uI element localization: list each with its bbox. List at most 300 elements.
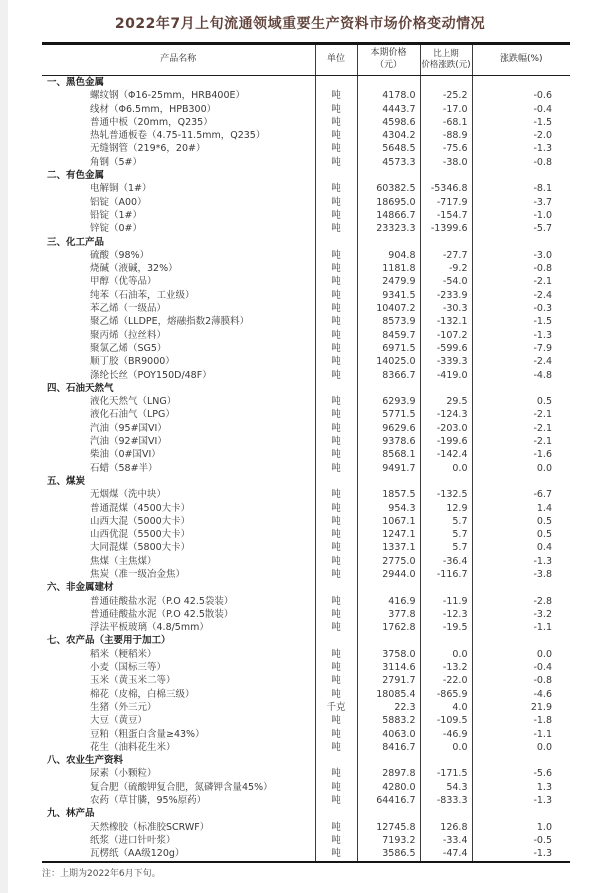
pct-cell: 1.4	[536, 502, 552, 514]
product-name: 生猪（外三元）	[42, 701, 315, 714]
pct-cell: -1.3	[533, 848, 552, 860]
change-cell	[420, 382, 472, 395]
product-name: 聚氯乙烯（SG5）	[42, 342, 315, 355]
pct-cell: -3.0	[533, 249, 552, 261]
change-cell: -13.2	[420, 661, 472, 674]
section-title: 六、非金属建材	[42, 581, 315, 594]
table-row	[42, 355, 570, 368]
pct-cell: -3.7	[533, 196, 552, 208]
price-cell: 4573.3	[357, 156, 420, 169]
price-cell: 1247.1	[357, 528, 420, 541]
product-name: 无烟煤（洗中块）	[42, 488, 315, 501]
change-cell: -132.5	[420, 488, 472, 501]
change-cell: -5346.8	[420, 182, 472, 195]
unit-cell: 千克	[315, 701, 357, 714]
change-cell: -30.3	[420, 302, 472, 315]
price-cell: 5771.5	[357, 408, 420, 421]
change-cell: -54.0	[420, 275, 472, 288]
unit-cell: 吨	[315, 408, 357, 421]
change-cell: -1399.6	[420, 222, 472, 235]
unit-cell: 吨	[315, 369, 357, 382]
product-name: 汽油（92#国VI）	[42, 435, 315, 448]
product-name: 棉花（皮棉，白棉三级）	[42, 688, 315, 701]
change-cell: 29.5	[420, 395, 472, 408]
price-cell: 14025.0	[357, 355, 420, 368]
table-row	[42, 515, 570, 528]
unit-cell	[315, 754, 357, 767]
pct-cell: -1.5	[533, 316, 552, 328]
change-cell: -171.5	[420, 767, 472, 780]
product-name: 天然橡胶（标准胶SCRWF）	[42, 821, 315, 834]
unit-cell: 吨	[315, 834, 357, 847]
pct-cell	[472, 475, 570, 488]
section-title: 二、有色金属	[42, 169, 315, 182]
unit-cell: 吨	[315, 249, 357, 262]
pct-cell: -0.4	[533, 103, 552, 115]
table-row	[42, 834, 570, 847]
table-row	[42, 674, 570, 687]
section-title: 三、化工产品	[42, 236, 315, 249]
product-name: 花生（油料花生米）	[42, 741, 315, 754]
unit-cell	[315, 634, 357, 647]
price-cell: 377.8	[357, 608, 420, 621]
table-row	[42, 142, 570, 155]
price-cell: 4063.0	[357, 728, 420, 741]
pct-cell: -0.6	[533, 90, 552, 102]
unit-cell: 吨	[315, 182, 357, 195]
price-cell	[357, 76, 420, 90]
pct-cell	[472, 236, 570, 249]
change-cell: -717.9	[420, 196, 472, 209]
price-cell	[357, 581, 420, 594]
product-name: 豆粕（粗蛋白含量≥43%）	[42, 728, 315, 741]
unit-cell: 吨	[315, 355, 357, 368]
price-cell: 64416.7	[357, 794, 420, 807]
table-row	[42, 302, 570, 315]
product-name: 线材（Φ6.5mm，HPB300）	[42, 103, 315, 116]
section-row	[42, 382, 570, 395]
price-cell: 3758.0	[357, 648, 420, 661]
price-cell: 1857.5	[357, 488, 420, 501]
price-cell: 8459.7	[357, 329, 420, 342]
product-name: 普通硅酸盐水泥（P.O 42.5散装）	[42, 608, 315, 621]
pct-cell: 0.5	[536, 515, 552, 527]
table-row	[42, 821, 570, 834]
unit-cell	[315, 382, 357, 395]
unit-cell: 吨	[315, 674, 357, 687]
pct-cell: -6.7	[533, 489, 552, 501]
price-cell: 4443.7	[357, 103, 420, 116]
change-cell: -116.7	[420, 568, 472, 581]
table-row	[42, 103, 570, 116]
pct-cell: -2.1	[533, 276, 552, 288]
price-cell: 2791.7	[357, 674, 420, 687]
price-cell: 6971.5	[357, 342, 420, 355]
product-name: 普通硅酸盐水泥（P.O 42.5袋装）	[42, 595, 315, 608]
product-name: 普通混煤（4500大卡）	[42, 502, 315, 515]
change-cell: -68.1	[420, 116, 472, 129]
header-price-change-line2: 价格涨跌(元)	[421, 60, 471, 70]
unit-cell: 吨	[315, 661, 357, 674]
price-cell: 18085.4	[357, 688, 420, 701]
product-name: 山西优混（5500大卡）	[42, 528, 315, 541]
table-row	[42, 714, 570, 727]
unit-cell: 吨	[315, 262, 357, 275]
product-name: 角钢（5#）	[42, 156, 315, 169]
product-name: 石蜡（58#半）	[42, 462, 315, 475]
product-name: 锌锭（0#）	[42, 222, 315, 235]
unit-cell	[315, 581, 357, 594]
change-cell: 126.8	[420, 821, 472, 834]
price-cell: 8366.7	[357, 369, 420, 382]
unit-cell: 吨	[315, 595, 357, 608]
product-name: 硫酸（98%）	[42, 249, 315, 262]
section-row	[42, 754, 570, 767]
pct-cell: -1.1	[533, 622, 552, 634]
pct-cell	[472, 754, 570, 767]
pct-cell: -2.0	[533, 130, 552, 142]
change-cell: -124.3	[420, 408, 472, 421]
product-name: 焦煤（主焦煤）	[42, 555, 315, 568]
table-row	[42, 488, 570, 501]
price-cell: 5648.5	[357, 142, 420, 155]
price-cell: 904.8	[357, 249, 420, 262]
price-cell: 8573.9	[357, 315, 420, 328]
table-row	[42, 289, 570, 302]
table-row	[42, 528, 570, 541]
change-cell	[420, 76, 472, 90]
product-name: 稻米（粳稻米）	[42, 648, 315, 661]
price-cell: 9629.6	[357, 422, 420, 435]
section-row	[42, 581, 570, 594]
price-cell	[357, 754, 420, 767]
pct-cell: -8.1	[533, 183, 552, 195]
table-row	[42, 661, 570, 674]
pct-cell: -0.8	[533, 263, 552, 275]
section-row	[42, 169, 570, 182]
unit-cell: 吨	[315, 847, 357, 861]
pct-cell: -1.3	[533, 329, 552, 341]
product-name: 顺丁胶（BR9000）	[42, 355, 315, 368]
change-cell: -154.7	[420, 209, 472, 222]
table-row	[42, 741, 570, 754]
price-cell: 2775.0	[357, 555, 420, 568]
price-cell: 6293.9	[357, 395, 420, 408]
table-row	[42, 462, 570, 475]
change-cell: -19.5	[420, 621, 472, 634]
product-name: 焦炭（准一级冶金焦）	[42, 568, 315, 581]
unit-cell: 吨	[315, 648, 357, 661]
pct-cell: 0.0	[536, 648, 552, 660]
table-row	[42, 701, 570, 714]
pct-cell: -1.8	[533, 715, 552, 727]
unit-cell	[315, 475, 357, 488]
table-row	[42, 275, 570, 288]
change-cell: -132.1	[420, 315, 472, 328]
pct-cell	[472, 581, 570, 594]
table-row	[42, 196, 570, 209]
header-price-change	[420, 44, 472, 76]
table-row	[42, 422, 570, 435]
price-cell: 1067.1	[357, 515, 420, 528]
section-row	[42, 475, 570, 488]
section-title: 九、林产品	[42, 807, 315, 820]
change-cell: 4.0	[420, 701, 472, 714]
product-name: 铅锭（1#）	[42, 209, 315, 222]
table-row	[42, 728, 570, 741]
price-table	[42, 42, 570, 863]
unit-cell: 吨	[315, 435, 357, 448]
product-name: 汽油（95#国VI）	[42, 422, 315, 435]
table-row	[42, 209, 570, 222]
table-row	[42, 448, 570, 461]
product-name: 复合肥（硫酸钾复合肥，氮磷钾含量45%）	[42, 781, 315, 794]
section-row	[42, 76, 570, 90]
pct-cell: -3.2	[533, 608, 552, 620]
pct-cell: -1.6	[533, 449, 552, 461]
product-name: 电解铜（1#）	[42, 182, 315, 195]
pct-cell: -0.8	[533, 675, 552, 687]
change-cell: -88.9	[420, 129, 472, 142]
change-cell	[420, 754, 472, 767]
unit-cell: 吨	[315, 89, 357, 102]
unit-cell: 吨	[315, 342, 357, 355]
table-row	[42, 342, 570, 355]
unit-cell: 吨	[315, 289, 357, 302]
pct-cell: -7.9	[533, 342, 552, 354]
pct-cell	[472, 76, 570, 90]
pct-cell: 21.9	[530, 701, 552, 713]
price-cell: 2944.0	[357, 568, 420, 581]
change-cell: 54.3	[420, 781, 472, 794]
price-cell: 1181.8	[357, 262, 420, 275]
price-cell: 22.3	[357, 701, 420, 714]
pct-cell: -0.5	[533, 834, 552, 846]
change-cell: -36.4	[420, 555, 472, 568]
price-cell: 9378.6	[357, 435, 420, 448]
section-row	[42, 236, 570, 249]
price-cell: 2897.8	[357, 767, 420, 780]
unit-cell: 吨	[315, 103, 357, 116]
product-name: 纯苯（石油苯，工业级）	[42, 289, 315, 302]
table-row	[42, 262, 570, 275]
section-title: 七、农产品（主要用于加工）	[42, 634, 315, 647]
unit-cell: 吨	[315, 555, 357, 568]
price-cell: 23323.3	[357, 222, 420, 235]
pct-cell: -0.3	[533, 303, 552, 315]
section-row	[42, 807, 570, 820]
table-row	[42, 435, 570, 448]
change-cell	[420, 169, 472, 182]
header-product-name: 产品名称	[42, 44, 315, 76]
product-name: 尿素（小颗粒）	[42, 767, 315, 780]
pct-cell: 0.0	[536, 462, 552, 474]
product-name: 浮法平板玻璃（4.8/5mm）	[42, 621, 315, 634]
price-cell: 7193.2	[357, 834, 420, 847]
table-row	[42, 555, 570, 568]
pct-cell: -0.4	[533, 662, 552, 674]
table-row	[42, 395, 570, 408]
table-row	[42, 315, 570, 328]
unit-cell: 吨	[315, 741, 357, 754]
product-name: 普通中板（20mm，Q235）	[42, 116, 315, 129]
price-cell: 4280.0	[357, 781, 420, 794]
price-cell: 5883.2	[357, 714, 420, 727]
pct-cell: -0.8	[533, 156, 552, 168]
unit-cell: 吨	[315, 129, 357, 142]
price-cell: 9491.7	[357, 462, 420, 475]
pct-cell: -2.1	[533, 436, 552, 448]
change-cell: -46.9	[420, 728, 472, 741]
pct-cell: -2.4	[533, 289, 552, 301]
section-title: 五、煤炭	[42, 475, 315, 488]
table-row	[42, 129, 570, 142]
pct-cell: 0.5	[536, 396, 552, 408]
change-cell: 5.7	[420, 528, 472, 541]
header-change-percent: 涨跌幅(%)	[472, 44, 570, 76]
page-title: 2022年7月上旬流通领域重要生产资料市场价格变动情况	[114, 16, 486, 32]
change-cell: -142.4	[420, 448, 472, 461]
product-name: 铝锭（A00）	[42, 196, 315, 209]
pct-cell: 1.3	[536, 781, 552, 793]
change-cell	[420, 807, 472, 820]
change-cell	[420, 581, 472, 594]
section-title: 四、石油天然气	[42, 382, 315, 395]
change-cell: -419.0	[420, 369, 472, 382]
table-row	[42, 621, 570, 634]
unit-cell: 吨	[315, 209, 357, 222]
header-row	[42, 44, 570, 76]
unit-cell: 吨	[315, 196, 357, 209]
pct-cell: 1.0	[536, 821, 552, 833]
pct-cell: -1.5	[533, 116, 552, 128]
table-row	[42, 156, 570, 169]
table-row	[42, 568, 570, 581]
table-row	[42, 688, 570, 701]
table-row	[42, 648, 570, 661]
section-title: 一、黑色金属	[42, 76, 315, 90]
change-cell: -203.0	[420, 422, 472, 435]
unit-cell: 吨	[315, 116, 357, 129]
price-cell: 3586.5	[357, 847, 420, 861]
unit-cell: 吨	[315, 714, 357, 727]
unit-cell: 吨	[315, 528, 357, 541]
section-title: 八、农业生产资料	[42, 754, 315, 767]
pct-cell: -4.8	[533, 369, 552, 381]
change-cell: -9.2	[420, 262, 472, 275]
change-cell: 0.0	[420, 648, 472, 661]
price-cell: 4304.2	[357, 129, 420, 142]
unit-cell: 吨	[315, 222, 357, 235]
price-cell	[357, 236, 420, 249]
change-cell	[420, 634, 472, 647]
unit-cell: 吨	[315, 329, 357, 342]
table-row	[42, 541, 570, 554]
unit-cell: 吨	[315, 781, 357, 794]
product-name: 玉米（黄玉米二等）	[42, 674, 315, 687]
unit-cell: 吨	[315, 728, 357, 741]
unit-cell	[315, 236, 357, 249]
unit-cell: 吨	[315, 502, 357, 515]
unit-cell: 吨	[315, 315, 357, 328]
product-name: 山西大混（5000大卡）	[42, 515, 315, 528]
pct-cell: 0.0	[536, 741, 552, 753]
product-name: 无缝钢管（219*6，20#）	[42, 142, 315, 155]
price-cell: 10407.2	[357, 302, 420, 315]
change-cell: 5.7	[420, 515, 472, 528]
price-cell: 4598.6	[357, 116, 420, 129]
product-name: 瓦楞纸（AA级120g）	[42, 847, 315, 861]
footnote: 注：上期为2022年6月下旬。	[42, 869, 161, 879]
header-current-price	[357, 44, 420, 76]
table-row	[42, 794, 570, 807]
product-name: 热轧普通板卷（4.75-11.5mm，Q235）	[42, 129, 315, 142]
price-cell: 416.9	[357, 595, 420, 608]
unit-cell	[315, 807, 357, 820]
price-cell: 2479.9	[357, 275, 420, 288]
change-cell: -199.6	[420, 435, 472, 448]
change-cell: -339.3	[420, 355, 472, 368]
unit-cell: 吨	[315, 688, 357, 701]
price-cell: 3114.6	[357, 661, 420, 674]
pct-cell: -5.6	[533, 768, 552, 780]
pct-cell: -5.7	[533, 223, 552, 235]
price-cell: 1337.1	[357, 541, 420, 554]
change-cell: 0.0	[420, 741, 472, 754]
price-cell: 954.3	[357, 502, 420, 515]
change-cell: 0.0	[420, 462, 472, 475]
unit-cell: 吨	[315, 608, 357, 621]
price-cell: 18695.0	[357, 196, 420, 209]
unit-cell: 吨	[315, 448, 357, 461]
unit-cell: 吨	[315, 794, 357, 807]
product-name: 甲醇（优等品）	[42, 275, 315, 288]
product-name: 螺纹钢（Φ16-25mm，HRB400E）	[42, 89, 315, 102]
table-row	[42, 502, 570, 515]
product-name: 苯乙烯（一级品）	[42, 302, 315, 315]
pct-cell	[472, 382, 570, 395]
change-cell: -25.2	[420, 89, 472, 102]
unit-cell: 吨	[315, 568, 357, 581]
pct-cell: -4.6	[533, 688, 552, 700]
change-cell: -17.0	[420, 103, 472, 116]
product-name: 聚丙烯（拉丝料）	[42, 329, 315, 342]
product-name: 烧碱（液碱，32%）	[42, 262, 315, 275]
change-cell: -47.4	[420, 847, 472, 861]
table-row	[42, 89, 570, 102]
pct-cell	[472, 634, 570, 647]
unit-cell: 吨	[315, 462, 357, 475]
change-cell: -11.9	[420, 595, 472, 608]
table-row	[42, 329, 570, 342]
price-cell: 8568.1	[357, 448, 420, 461]
pct-cell: -2.4	[533, 356, 552, 368]
table-row	[42, 116, 570, 129]
price-cell: 60382.5	[357, 182, 420, 195]
header-current-price-line2: （元）	[374, 60, 402, 70]
price-cell: 14866.7	[357, 209, 420, 222]
change-cell: -38.0	[420, 156, 472, 169]
table-row	[42, 767, 570, 780]
pct-cell	[472, 807, 570, 820]
price-cell: 12745.8	[357, 821, 420, 834]
page-edge-strip	[0, 0, 8, 893]
unit-cell: 吨	[315, 156, 357, 169]
unit-cell: 吨	[315, 422, 357, 435]
price-cell	[357, 807, 420, 820]
price-cell: 1762.8	[357, 621, 420, 634]
pct-cell: -1.0	[533, 209, 552, 221]
